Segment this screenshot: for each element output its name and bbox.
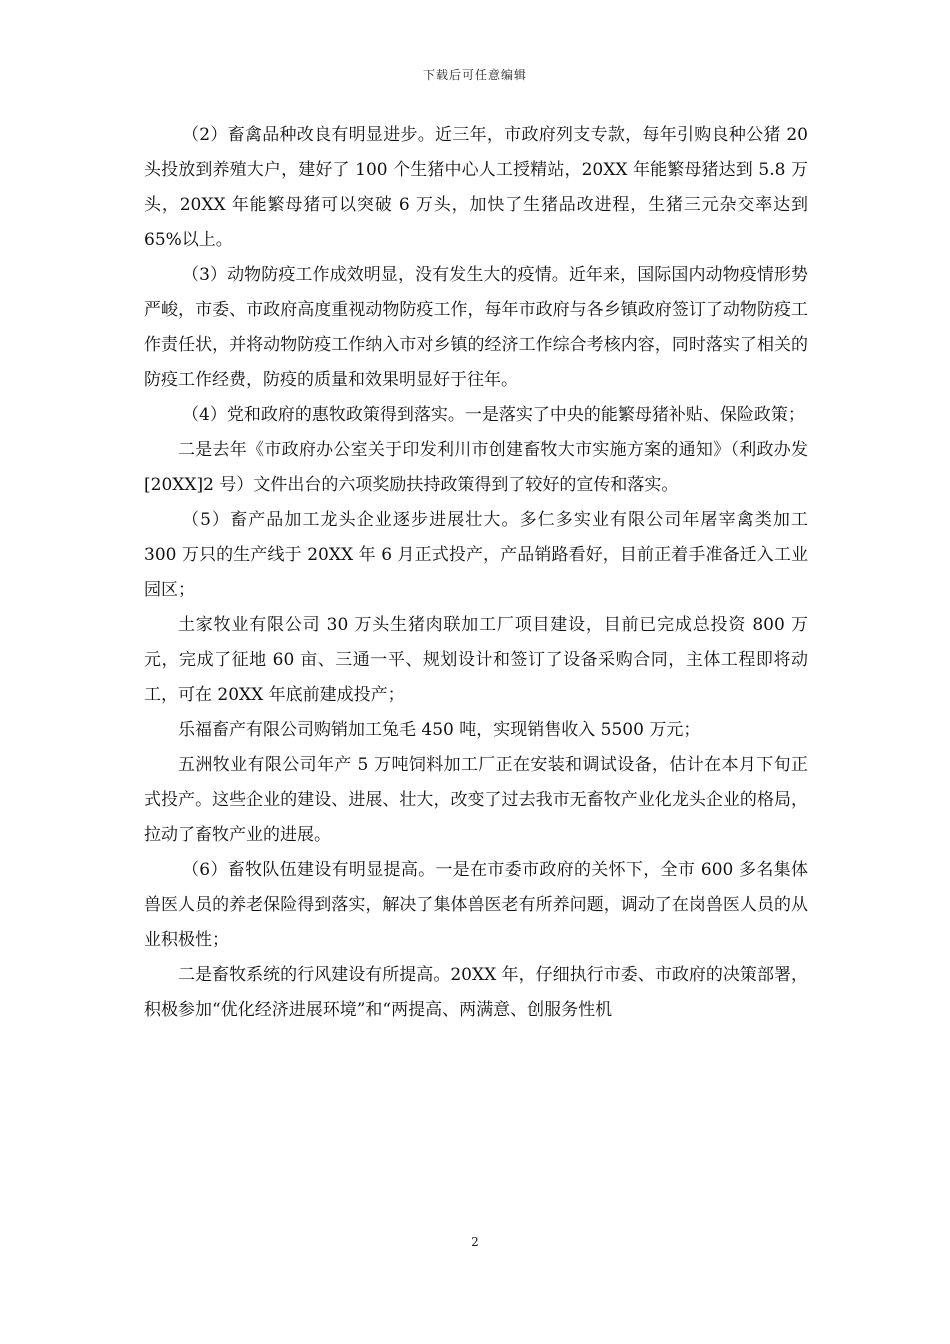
paragraph-team-building: （6）畜牧队伍建设有明显提高。一是在市委市政府的关怀下，全市 600 多名集体兽医人员的养老保险得到落实，解决了集体兽医老有所养问题，调动了在岗兽医人员的从业积极性； bbox=[144, 860, 808, 950]
page-number: 2 bbox=[471, 1235, 479, 1249]
document-body bbox=[144, 118, 808, 1028]
paragraph-epidemic-prevention: （3）动物防疫工作成效明显，没有发生大的疫情。近年来，国际国内动物疫情形势严峻，市委、市政府高度重视动物防疫工作，每年市政府与各乡镇政府签订了动物防疫工作责任状，并将动物防疫工作纳入市对乡镇的经济工作综合考核内容，同时落实了相关的防疫工作经费，防疫的质量和效果明显好于往年。 bbox=[144, 265, 808, 390]
paragraph-conduct: 二是畜牧系统的行风建设有所提高。20XX 年，仔细执行市委、市政府的决策部署，积极参加“优化经济进展环境”和“两提高、两满意、创服务性机 bbox=[144, 965, 808, 1020]
paragraph-policy: （4）党和政府的惠牧政策得到落实。一是落实了中央的能繁母猪补贴、保险政策； bbox=[182, 405, 805, 425]
paragraph-lefu-company: 乐福畜产有限公司购销加工兔毛 450 吨，实现销售收入 5500 万元； bbox=[178, 720, 701, 740]
paragraph-processing-enterprises: （5）畜产品加工龙头企业逐步进展壮大。多仁多实业有限公司年屠宰禽类加工 300 万只的生产线于 20XX 年 6 月正式投产，产品销路看好，目前正着手准备迁入工业园区； bbox=[144, 510, 808, 600]
paragraph-wuzhou-company: 五洲牧业有限公司年产 5 万吨饲料加工厂正在安装和调试设备，估计在本月下旬正式投产。这些企业的建设、进展、壮大，改变了过去我市无畜牧产业化龙头企业的格局，拉动了畜牧产业的进展。 bbox=[144, 755, 808, 845]
paragraph-tujia-company: 土家牧业有限公司 30 万头生猪肉联加工厂项目建设，目前已完成总投资 800 万元，完成了征地 60 亩、三通一平、规划设计和签订了设备采购合同，主体工程即将动工，可在 20XX 年底前建成投产； bbox=[144, 615, 808, 705]
page-header: 下载后可任意编辑 bbox=[422, 68, 527, 82]
paragraph-livestock-breed: （2）畜禽品种改良有明显进步。近三年，市政府列支专款，每年引购良种公猪 20 头投放到养殖大户，建好了 100 个生猪中心人工授精站，20XX 年能繁母猪达到 5.8 万头，20XX 年能繁母猪可以突破 6 万头，加快了生猪品改进程，生猪三元杂交率达到 65%以上。 bbox=[144, 125, 808, 250]
paragraph-policy-second: 二是去年《市政府办公室关于印发利川市创建畜牧大市实施方案的通知》（利政办发[20XX]2 号）文件出台的六项奖励扶持政策得到了较好的宣传和落实。 bbox=[144, 440, 808, 495]
